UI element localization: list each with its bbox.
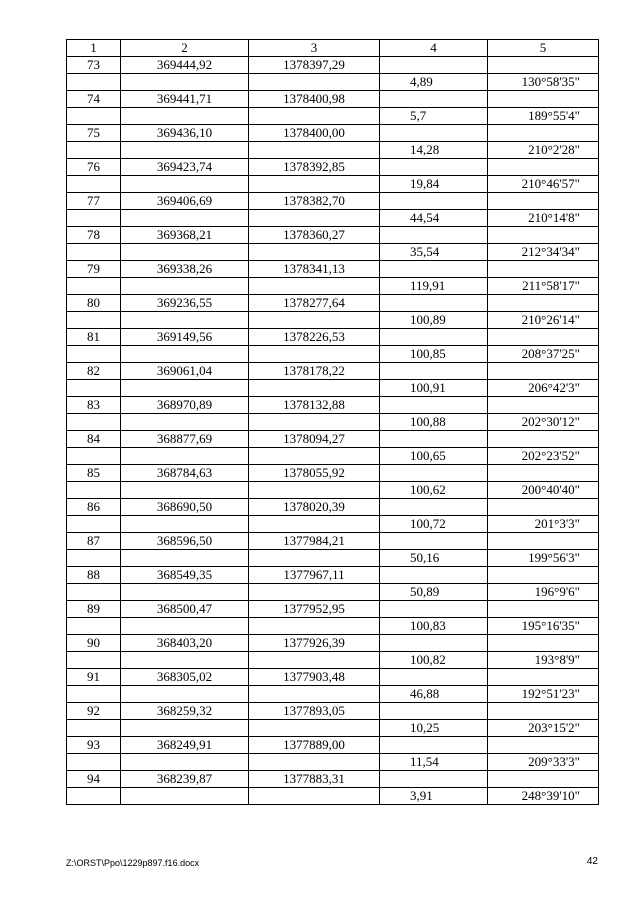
empty-cell bbox=[121, 108, 249, 125]
x-coordinate-cell: 368249,91 bbox=[121, 737, 249, 754]
direction-angle-cell: 201°3'3" bbox=[488, 516, 599, 533]
empty-cell bbox=[488, 295, 599, 312]
empty-cell bbox=[249, 550, 380, 567]
y-coordinate-cell: 1377889,00 bbox=[249, 737, 380, 754]
empty-cell bbox=[488, 601, 599, 618]
empty-cell bbox=[380, 91, 488, 108]
empty-cell bbox=[67, 618, 121, 635]
segment-length-cell: 3,91 bbox=[380, 788, 488, 805]
segment-row bbox=[67, 550, 599, 567]
y-coordinate-cell: 1378020,39 bbox=[249, 499, 380, 516]
direction-angle-cell: 200°40'40" bbox=[488, 482, 599, 499]
segment-length-cell: 100,88 bbox=[380, 414, 488, 431]
empty-cell bbox=[249, 482, 380, 499]
segment-length-cell: 19,84 bbox=[380, 176, 488, 193]
segment-length-cell: 10,25 bbox=[380, 720, 488, 737]
point-row bbox=[67, 737, 599, 754]
empty-cell bbox=[67, 176, 121, 193]
empty-cell bbox=[380, 329, 488, 346]
empty-cell bbox=[121, 482, 249, 499]
empty-cell bbox=[67, 448, 121, 465]
empty-cell bbox=[67, 754, 121, 771]
y-coordinate-cell: 1378360,27 bbox=[249, 227, 380, 244]
direction-angle-cell: 209°33'3" bbox=[488, 754, 599, 771]
x-coordinate-cell: 369149,56 bbox=[121, 329, 249, 346]
empty-cell bbox=[249, 142, 380, 159]
empty-cell bbox=[121, 754, 249, 771]
segment-row bbox=[67, 788, 599, 805]
y-coordinate-cell: 1378277,64 bbox=[249, 295, 380, 312]
empty-cell bbox=[121, 618, 249, 635]
column-header: 2 bbox=[121, 40, 249, 57]
empty-cell bbox=[67, 788, 121, 805]
segment-row bbox=[67, 108, 599, 125]
y-coordinate-cell: 1378400,98 bbox=[249, 91, 380, 108]
empty-cell bbox=[121, 74, 249, 91]
segment-length-cell: 100,89 bbox=[380, 312, 488, 329]
point-row bbox=[67, 329, 599, 346]
segment-row bbox=[67, 516, 599, 533]
x-coordinate-cell: 368259,32 bbox=[121, 703, 249, 720]
segment-row bbox=[67, 346, 599, 363]
direction-angle-cell: 210°14'8" bbox=[488, 210, 599, 227]
footer-file-path: Z:\ORST\Ppo\1229p897.f16.docx bbox=[66, 858, 200, 868]
point-number-cell: 84 bbox=[67, 431, 121, 448]
empty-cell bbox=[67, 142, 121, 159]
segment-row bbox=[67, 448, 599, 465]
segment-row bbox=[67, 244, 599, 261]
y-coordinate-cell: 1378397,29 bbox=[249, 57, 380, 74]
empty-cell bbox=[121, 346, 249, 363]
empty-cell bbox=[121, 516, 249, 533]
empty-cell bbox=[380, 193, 488, 210]
x-coordinate-cell: 368239,87 bbox=[121, 771, 249, 788]
y-coordinate-cell: 1378055,92 bbox=[249, 465, 380, 482]
empty-cell bbox=[249, 380, 380, 397]
y-coordinate-cell: 1377984,21 bbox=[249, 533, 380, 550]
point-row bbox=[67, 669, 599, 686]
point-number-cell: 79 bbox=[67, 261, 121, 278]
empty-cell bbox=[67, 516, 121, 533]
direction-angle-cell: 202°30'12" bbox=[488, 414, 599, 431]
empty-cell bbox=[249, 108, 380, 125]
empty-cell bbox=[121, 720, 249, 737]
direction-angle-cell: 193°8'9" bbox=[488, 652, 599, 669]
y-coordinate-cell: 1378400,00 bbox=[249, 125, 380, 142]
segment-length-cell: 100,85 bbox=[380, 346, 488, 363]
segment-row bbox=[67, 210, 599, 227]
empty-cell bbox=[249, 346, 380, 363]
column-header: 3 bbox=[249, 40, 380, 57]
empty-cell bbox=[67, 414, 121, 431]
empty-cell bbox=[67, 380, 121, 397]
segment-row bbox=[67, 584, 599, 601]
empty-cell bbox=[121, 414, 249, 431]
empty-cell bbox=[67, 74, 121, 91]
empty-cell bbox=[488, 533, 599, 550]
table-header-row bbox=[67, 40, 599, 57]
empty-cell bbox=[121, 176, 249, 193]
point-row bbox=[67, 431, 599, 448]
segment-row bbox=[67, 482, 599, 499]
empty-cell bbox=[67, 108, 121, 125]
segment-row bbox=[67, 176, 599, 193]
y-coordinate-cell: 1377893,05 bbox=[249, 703, 380, 720]
point-number-cell: 74 bbox=[67, 91, 121, 108]
x-coordinate-cell: 369406,69 bbox=[121, 193, 249, 210]
segment-row bbox=[67, 720, 599, 737]
direction-angle-cell: 192°51'23" bbox=[488, 686, 599, 703]
empty-cell bbox=[249, 652, 380, 669]
empty-cell bbox=[488, 397, 599, 414]
point-number-cell: 77 bbox=[67, 193, 121, 210]
x-coordinate-cell: 369444,92 bbox=[121, 57, 249, 74]
point-row bbox=[67, 771, 599, 788]
empty-cell bbox=[249, 754, 380, 771]
point-row bbox=[67, 125, 599, 142]
point-number-cell: 78 bbox=[67, 227, 121, 244]
x-coordinate-cell: 368784,63 bbox=[121, 465, 249, 482]
point-row bbox=[67, 635, 599, 652]
x-coordinate-cell: 368596,50 bbox=[121, 533, 249, 550]
empty-cell bbox=[121, 244, 249, 261]
empty-cell bbox=[380, 499, 488, 516]
empty-cell bbox=[380, 125, 488, 142]
direction-angle-cell: 202°23'52" bbox=[488, 448, 599, 465]
empty-cell bbox=[380, 703, 488, 720]
x-coordinate-cell: 369441,71 bbox=[121, 91, 249, 108]
x-coordinate-cell: 369368,21 bbox=[121, 227, 249, 244]
direction-angle-cell: 248°39'10" bbox=[488, 788, 599, 805]
x-coordinate-cell: 368305,02 bbox=[121, 669, 249, 686]
empty-cell bbox=[488, 431, 599, 448]
empty-cell bbox=[67, 210, 121, 227]
empty-cell bbox=[380, 669, 488, 686]
segment-length-cell: 5,7 bbox=[380, 108, 488, 125]
x-coordinate-cell: 368403,20 bbox=[121, 635, 249, 652]
segment-length-cell: 46,88 bbox=[380, 686, 488, 703]
empty-cell bbox=[67, 278, 121, 295]
empty-cell bbox=[67, 482, 121, 499]
point-row bbox=[67, 159, 599, 176]
empty-cell bbox=[380, 57, 488, 74]
empty-cell bbox=[488, 125, 599, 142]
empty-cell bbox=[249, 210, 380, 227]
empty-cell bbox=[488, 159, 599, 176]
empty-cell bbox=[488, 261, 599, 278]
empty-cell bbox=[380, 635, 488, 652]
empty-cell bbox=[249, 788, 380, 805]
empty-cell bbox=[249, 312, 380, 329]
segment-row bbox=[67, 312, 599, 329]
table-body bbox=[67, 40, 599, 805]
segment-length-cell: 50,89 bbox=[380, 584, 488, 601]
empty-cell bbox=[121, 278, 249, 295]
empty-cell bbox=[488, 329, 599, 346]
empty-cell bbox=[67, 652, 121, 669]
empty-cell bbox=[67, 686, 121, 703]
segment-row bbox=[67, 142, 599, 159]
direction-angle-cell: 208°37'25" bbox=[488, 346, 599, 363]
x-coordinate-cell: 368549,35 bbox=[121, 567, 249, 584]
point-number-cell: 81 bbox=[67, 329, 121, 346]
point-number-cell: 93 bbox=[67, 737, 121, 754]
direction-angle-cell: 211°58'17" bbox=[488, 278, 599, 295]
segment-length-cell: 35,54 bbox=[380, 244, 488, 261]
point-row bbox=[67, 57, 599, 74]
empty-cell bbox=[488, 91, 599, 108]
point-row bbox=[67, 397, 599, 414]
segment-length-cell: 100,62 bbox=[380, 482, 488, 499]
y-coordinate-cell: 1378382,70 bbox=[249, 193, 380, 210]
point-row bbox=[67, 295, 599, 312]
empty-cell bbox=[67, 584, 121, 601]
empty-cell bbox=[249, 74, 380, 91]
segment-length-cell: 14,28 bbox=[380, 142, 488, 159]
segment-length-cell: 4,89 bbox=[380, 74, 488, 91]
segment-length-cell: 100,91 bbox=[380, 380, 488, 397]
direction-angle-cell: 210°46'57" bbox=[488, 176, 599, 193]
empty-cell bbox=[121, 584, 249, 601]
x-coordinate-cell: 369436,10 bbox=[121, 125, 249, 142]
point-number-cell: 83 bbox=[67, 397, 121, 414]
x-coordinate-cell: 368690,50 bbox=[121, 499, 249, 516]
segment-row bbox=[67, 618, 599, 635]
empty-cell bbox=[121, 448, 249, 465]
segment-length-cell: 100,82 bbox=[380, 652, 488, 669]
point-row bbox=[67, 567, 599, 584]
column-header: 1 bbox=[67, 40, 121, 57]
empty-cell bbox=[249, 244, 380, 261]
y-coordinate-cell: 1378392,85 bbox=[249, 159, 380, 176]
y-coordinate-cell: 1377967,11 bbox=[249, 567, 380, 584]
empty-cell bbox=[249, 516, 380, 533]
empty-cell bbox=[380, 533, 488, 550]
point-row bbox=[67, 601, 599, 618]
x-coordinate-cell: 368970,89 bbox=[121, 397, 249, 414]
direction-angle-cell: 130°58'35" bbox=[488, 74, 599, 91]
point-number-cell: 86 bbox=[67, 499, 121, 516]
x-coordinate-cell: 368877,69 bbox=[121, 431, 249, 448]
coordinates-table bbox=[66, 39, 599, 805]
point-number-cell: 91 bbox=[67, 669, 121, 686]
direction-angle-cell: 206°42'3" bbox=[488, 380, 599, 397]
point-number-cell: 89 bbox=[67, 601, 121, 618]
x-coordinate-cell: 369061,04 bbox=[121, 363, 249, 380]
point-number-cell: 94 bbox=[67, 771, 121, 788]
point-number-cell: 88 bbox=[67, 567, 121, 584]
empty-cell bbox=[380, 771, 488, 788]
x-coordinate-cell: 369236,55 bbox=[121, 295, 249, 312]
empty-cell bbox=[488, 193, 599, 210]
segment-length-cell: 44,54 bbox=[380, 210, 488, 227]
point-row bbox=[67, 363, 599, 380]
empty-cell bbox=[249, 414, 380, 431]
segment-row bbox=[67, 278, 599, 295]
x-coordinate-cell: 369338,26 bbox=[121, 261, 249, 278]
empty-cell bbox=[249, 278, 380, 295]
empty-cell bbox=[249, 686, 380, 703]
direction-angle-cell: 210°2'28" bbox=[488, 142, 599, 159]
direction-angle-cell: 212°34'34" bbox=[488, 244, 599, 261]
point-number-cell: 92 bbox=[67, 703, 121, 720]
point-row bbox=[67, 703, 599, 720]
segment-length-cell: 50,16 bbox=[380, 550, 488, 567]
empty-cell bbox=[380, 295, 488, 312]
segment-row bbox=[67, 652, 599, 669]
empty-cell bbox=[488, 635, 599, 652]
empty-cell bbox=[121, 652, 249, 669]
empty-cell bbox=[121, 788, 249, 805]
empty-cell bbox=[488, 499, 599, 516]
empty-cell bbox=[121, 312, 249, 329]
segment-length-cell: 100,83 bbox=[380, 618, 488, 635]
empty-cell bbox=[488, 465, 599, 482]
empty-cell bbox=[380, 261, 488, 278]
empty-cell bbox=[249, 584, 380, 601]
empty-cell bbox=[121, 142, 249, 159]
direction-angle-cell: 189°55'4" bbox=[488, 108, 599, 125]
x-coordinate-cell: 369423,74 bbox=[121, 159, 249, 176]
direction-angle-cell: 203°15'2" bbox=[488, 720, 599, 737]
empty-cell bbox=[380, 465, 488, 482]
empty-cell bbox=[121, 686, 249, 703]
point-row bbox=[67, 499, 599, 516]
empty-cell bbox=[121, 550, 249, 567]
empty-cell bbox=[249, 176, 380, 193]
empty-cell bbox=[121, 380, 249, 397]
segment-row bbox=[67, 380, 599, 397]
segment-row bbox=[67, 686, 599, 703]
point-row bbox=[67, 91, 599, 108]
y-coordinate-cell: 1377903,48 bbox=[249, 669, 380, 686]
y-coordinate-cell: 1378341,13 bbox=[249, 261, 380, 278]
empty-cell bbox=[249, 618, 380, 635]
y-coordinate-cell: 1378094,27 bbox=[249, 431, 380, 448]
segment-row bbox=[67, 754, 599, 771]
empty-cell bbox=[380, 397, 488, 414]
segment-length-cell: 11,54 bbox=[380, 754, 488, 771]
point-number-cell: 76 bbox=[67, 159, 121, 176]
direction-angle-cell: 199°56'3" bbox=[488, 550, 599, 567]
empty-cell bbox=[488, 227, 599, 244]
segment-length-cell: 100,65 bbox=[380, 448, 488, 465]
point-number-cell: 75 bbox=[67, 125, 121, 142]
empty-cell bbox=[380, 737, 488, 754]
empty-cell bbox=[380, 567, 488, 584]
segment-row bbox=[67, 74, 599, 91]
empty-cell bbox=[488, 771, 599, 788]
point-row bbox=[67, 533, 599, 550]
point-number-cell: 85 bbox=[67, 465, 121, 482]
y-coordinate-cell: 1378132,88 bbox=[249, 397, 380, 414]
direction-angle-cell: 195°16'35" bbox=[488, 618, 599, 635]
y-coordinate-cell: 1378178,22 bbox=[249, 363, 380, 380]
x-coordinate-cell: 368500,47 bbox=[121, 601, 249, 618]
empty-cell bbox=[380, 363, 488, 380]
empty-cell bbox=[67, 244, 121, 261]
empty-cell bbox=[380, 227, 488, 244]
point-number-cell: 73 bbox=[67, 57, 121, 74]
empty-cell bbox=[121, 210, 249, 227]
empty-cell bbox=[380, 159, 488, 176]
empty-cell bbox=[67, 550, 121, 567]
empty-cell bbox=[380, 601, 488, 618]
point-row bbox=[67, 465, 599, 482]
point-number-cell: 90 bbox=[67, 635, 121, 652]
empty-cell bbox=[488, 737, 599, 754]
point-number-cell: 82 bbox=[67, 363, 121, 380]
empty-cell bbox=[67, 346, 121, 363]
y-coordinate-cell: 1377952,95 bbox=[249, 601, 380, 618]
segment-length-cell: 100,72 bbox=[380, 516, 488, 533]
point-number-cell: 87 bbox=[67, 533, 121, 550]
direction-angle-cell: 196°9'6" bbox=[488, 584, 599, 601]
empty-cell bbox=[488, 363, 599, 380]
empty-cell bbox=[488, 703, 599, 720]
empty-cell bbox=[249, 720, 380, 737]
empty-cell bbox=[380, 431, 488, 448]
segment-row bbox=[67, 414, 599, 431]
empty-cell bbox=[488, 669, 599, 686]
column-header: 4 bbox=[380, 40, 488, 57]
y-coordinate-cell: 1378226,53 bbox=[249, 329, 380, 346]
column-header: 5 bbox=[488, 40, 599, 57]
segment-length-cell: 119,91 bbox=[380, 278, 488, 295]
empty-cell bbox=[488, 57, 599, 74]
y-coordinate-cell: 1377926,39 bbox=[249, 635, 380, 652]
y-coordinate-cell: 1377883,31 bbox=[249, 771, 380, 788]
point-row bbox=[67, 227, 599, 244]
footer-page-number: 42 bbox=[586, 856, 598, 867]
empty-cell bbox=[488, 567, 599, 584]
empty-cell bbox=[67, 312, 121, 329]
empty-cell bbox=[249, 448, 380, 465]
direction-angle-cell: 210°26'14" bbox=[488, 312, 599, 329]
point-row bbox=[67, 193, 599, 210]
empty-cell bbox=[67, 720, 121, 737]
point-row bbox=[67, 261, 599, 278]
point-number-cell: 80 bbox=[67, 295, 121, 312]
